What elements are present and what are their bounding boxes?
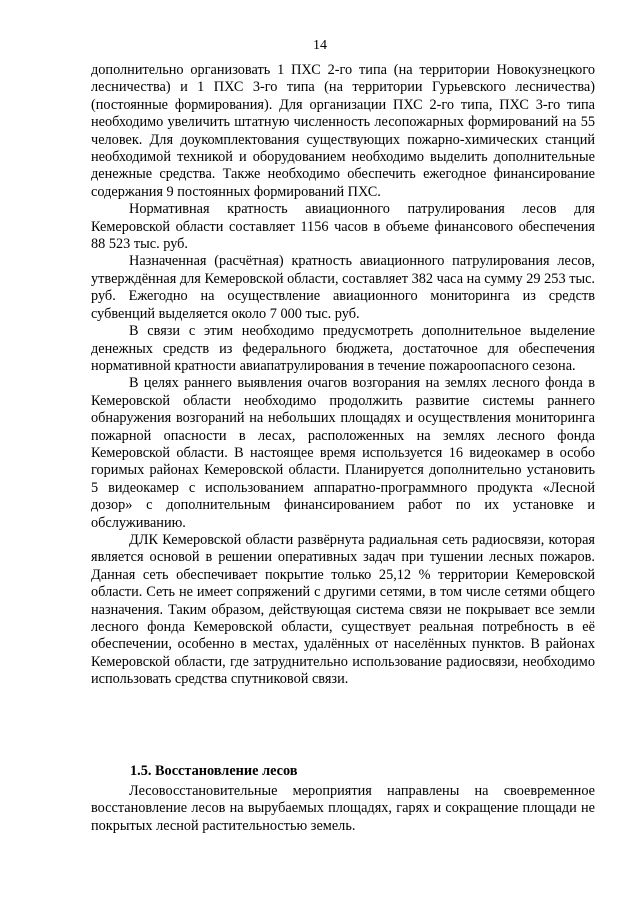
paragraph-normative-patrol: Нормативная кратность авиационного патрулирования лесов для Кемеровской области составляет 1156 часов в объеме финансового обеспечения 88 523 тыс. руб. — [91, 201, 595, 253]
paragraph-video-monitoring: В целях раннего выявления очагов возгорания на землях лесного фонда в Кемеровской области необходимо продолжить развитие системы раннего обнаружения возгораний на небольших площадях и осуществления мониторинга пожарной опасности в лесах, расположенных на землях лесного фонда Кемеровской области. В настоящее время используется 16 видеокамер в особо горимых районах Кемеровской области. Планируется дополнительно установить 5 видеокамер с использованием аппаратно-программного продукта «Лесной дозор» с дополнительным финансированием работ по их установке и обслуживанию. — [91, 375, 595, 531]
paragraph-federal-funding: В связи с этим необходимо предусмотреть дополнительное выделение денежных средств из федерального бюджета, достаточное для обеспечения нормативной кратности авиапатрулирования в течение пожароопасного сезона. — [91, 323, 595, 374]
paragraph-assigned-patrol: Назначенная (расчётная) кратность авиационного патрулирования лесов, утверждённая для Кемеровской области, составляет 382 часа на сумму 29 253 тыс. руб. Ежегодно на осуществление авиационного мониторинга из средств субвенций выделяется около 7 000 тыс. руб. — [91, 253, 595, 322]
page-number: 14 — [313, 38, 327, 53]
paragraph-radio-network: ДЛК Кемеровской области развёрнута радиальная сеть радиосвязи, которая является основой в решении оперативных задач при тушении лесных пожаров. Данная сеть обеспечивает покрытие только 25,12 % территории Кемеровской области. Сеть не имеет сопряжений с другими сетями, в том числе сетями общего назначения. Таким образом, действующая система связи не покрывает все земли лесного фонда Кемеровской области, существует реальная потребность в её обеспечении, особенно в местах, удалённых от населённых пунктов. В районах Кемеровской области, где затруднительно использование радиосвязи, необходимо использовать средства спутниковой связи. — [91, 531, 595, 688]
body-text — [91, 62, 595, 689]
section-heading: 1.5. Восстановление лесов — [130, 763, 298, 779]
section-body — [91, 783, 595, 835]
paragraph-reforestation: Лесовосстановительные мероприятия направлены на своевременное восстановление лесов на вырубаемых площадях, гарях и сокращение площади не покрытых лесной растительностью земель. — [91, 783, 595, 834]
paragraph-pxs-continuation: дополнительно организовать 1 ПХС 2-го типа (на территории Новокузнецкого лесничества) и 1 ПХС 3-го типа (на территории Гурьевского лесничества) (постоянные формирования). Для организации ПХС 2-го типа, ПХС 3-го типа необходимо увеличить штатную численность лесопожарных формирований на 55 человек. Для доукомплектования существующих пожарно-химических станций необходимой техникой и оборудованием необходимо выделить дополнительные денежные средства. Также необходимо обеспечить ежегодное финансирование содержания 9 постоянных формирований ПХС. — [91, 62, 595, 200]
